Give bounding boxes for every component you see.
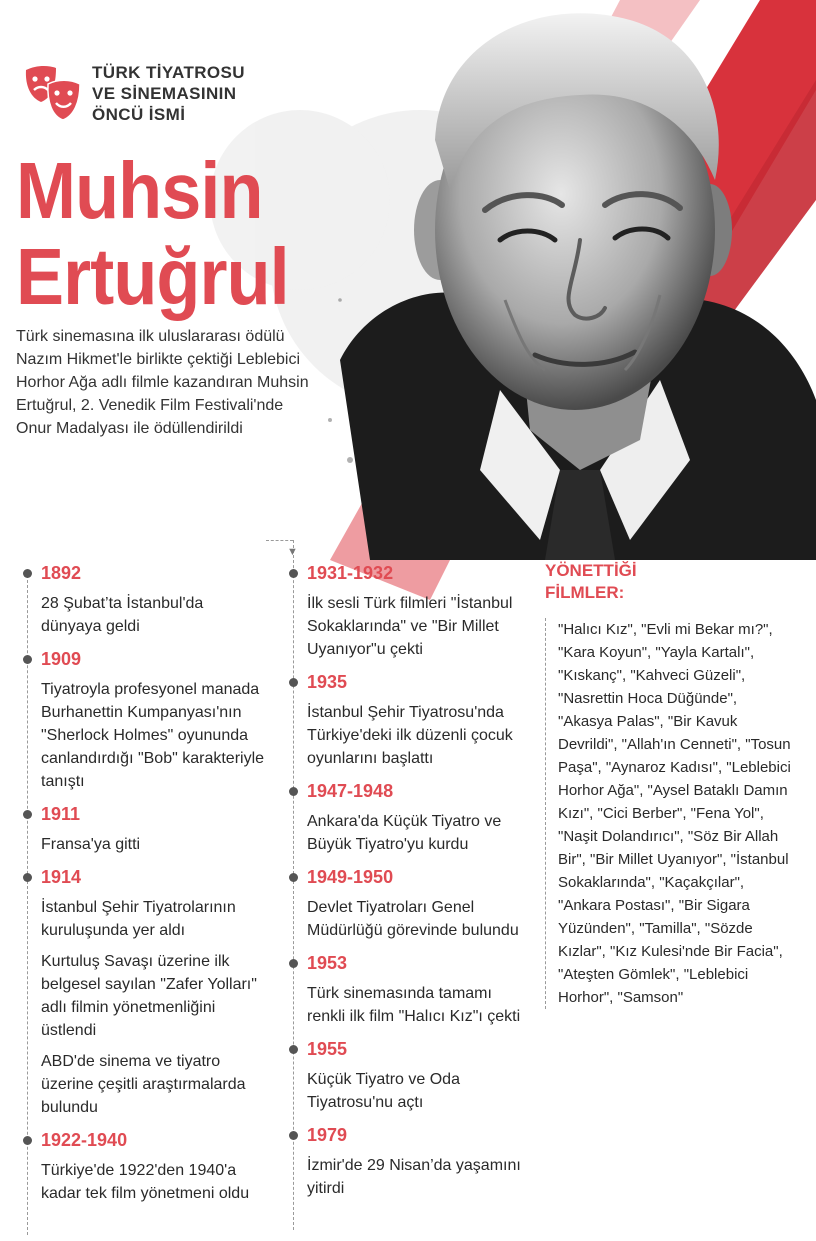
portrait-photo <box>330 0 816 560</box>
timeline-year: 1931-1932 <box>307 563 394 583</box>
theatre-masks-icon <box>22 62 84 126</box>
timeline-dot <box>289 873 298 882</box>
timeline-entry <box>282 778 527 856</box>
timeline-entry <box>16 560 266 638</box>
timeline-year: 1892 <box>41 563 82 583</box>
title-last-name: Ertuğrul <box>16 232 289 321</box>
title-first-name: Muhsin <box>16 146 263 235</box>
timeline-year: 1947-1948 <box>307 781 394 801</box>
timeline-dot <box>23 1136 32 1145</box>
timeline-left <box>16 560 266 1213</box>
timeline-description: İstanbul Şehir Tiyatrolarının kuruluşunda yer aldı <box>41 899 236 939</box>
eyebrow-line-1: TÜRK TİYATROSU <box>92 63 245 82</box>
timeline-description: Devlet Tiyatroları Genel Müdürlüğü görevinde bulundu <box>307 899 519 939</box>
timeline-description: ABD'de sinema ve tiyatro üzerine çeşitli araştırmalarda bulundu <box>41 1053 246 1116</box>
timeline-entry <box>282 1122 527 1200</box>
page-title <box>16 148 289 320</box>
arrow-down-icon: ▼ <box>287 546 298 558</box>
films-heading-line-2: FİLMLER: <box>545 583 625 602</box>
timeline-dot <box>23 810 32 819</box>
timeline-description: Türkiye'de 1922'den 1940'a kadar tek film yönetmeni oldu <box>41 1162 250 1202</box>
timeline-year: 1909 <box>41 649 82 669</box>
timeline-year: 1949-1950 <box>307 867 394 887</box>
timeline-description: İzmir'de 29 Nisan’da yaşamını yitirdi <box>307 1157 521 1197</box>
timeline-connector <box>266 540 293 541</box>
timeline-dot <box>23 569 32 578</box>
timeline-description: İlk sesli Türk filmleri "İstanbul Sokaklarında" ve "Bir Millet Uyanıyor"u çekti <box>307 595 513 658</box>
timeline-entry <box>282 864 527 942</box>
eyebrow-line-3: ÖNCÜ İSMİ <box>92 105 186 124</box>
timeline-entry <box>282 950 527 1028</box>
timeline-dot <box>289 1131 298 1140</box>
timeline-year: 1922-1940 <box>41 1130 128 1150</box>
timeline-entry <box>282 1036 527 1114</box>
timeline-description: 28 Şubat’ta İstanbul'da dünyaya geldi <box>41 595 204 635</box>
films-heading-line-1: YÖNETTİĞİ <box>545 561 637 580</box>
timeline-description: Kurtuluş Savaşı üzerine ilk belgesel sayılan "Zafer Yolları" adlı filmin yönetmenliğini üstlendi <box>41 953 257 1039</box>
timeline-description: Tiyatroyla profesyonel manada Burhanettin Kumpanyası'nın "Sherlock Holmes" oyununda canlandırdığı "Bob" karakteriyle tanıştı <box>41 681 265 790</box>
timeline-dot <box>289 569 298 578</box>
timeline-year: 1914 <box>41 867 82 887</box>
timeline-dot <box>289 1045 298 1054</box>
eyebrow-line-2: VE SİNEMASININ <box>92 84 237 103</box>
timeline-year: 1911 <box>41 804 81 824</box>
timeline-entry <box>282 669 527 770</box>
films-heading <box>545 560 637 604</box>
timeline-right <box>282 560 527 1208</box>
timeline-dot <box>23 873 32 882</box>
timeline-dot <box>289 959 298 968</box>
timeline-description: Ankara'da Küçük Tiyatro ve Büyük Tiyatro'yu kurdu <box>307 813 502 853</box>
timeline-entry <box>16 864 266 1119</box>
timeline-description: Fransa'ya gitti <box>41 836 141 853</box>
timeline-year: 1935 <box>307 672 348 692</box>
timeline-dot <box>289 787 298 796</box>
films-list: "Halıcı Kız", "Evli mi Bekar mı?", "Kara Koyun", "Yayla Kartalı", "Kıskanç", "Kahveci Güzeli", "Nasrettin Hoca Düğünde", "Akasya Palas", "Bir Kavuk Devrildi", "Allah'ın Cenneti", "Tosun Paşa", "Aynaroz Kadısı", "Leblebici Horhor Ağa", "Aysel Bataklı Damın Kızı", "Cici Berber", "Fena Yol", "Naşit Dolandırıcı", "Söz Bir Allah Bir", "Bir Millet Uyanıyor", "İstanbul Sokaklarında", "Kaçakçılar", "Ankara Postası", "Bir Sigara Yüzünden", "Tamilla", "Sözde Kızlar", "Kız Kulesi'nde Bir Facia", "Ateşten Gömlek", "Leblebici Horhor", "Samson" <box>545 618 793 1009</box>
timeline-description: Türk sinemasında tamamı renkli ilk film "Halıcı Kız"ı çekti <box>307 985 521 1025</box>
eyebrow <box>22 62 245 126</box>
timeline-year: 1979 <box>307 1125 348 1145</box>
timeline-description: Küçük Tiyatro ve Oda Tiyatrosu'nu açtı <box>307 1071 460 1111</box>
timeline-entry <box>16 801 266 856</box>
intro-paragraph: Türk sinemasına ilk uluslararası ödülü Nazım Hikmet'le birlikte çektiği Leblebici Horhor Ağa adlı filmle kazandıran Muhsin Ertuğrul, 2. Venedik Film Festivali'nde Onur Madalyası ile ödüllendirildi <box>16 328 309 437</box>
timeline-dot <box>23 655 32 664</box>
timeline-entry <box>282 560 527 661</box>
timeline-dot <box>289 678 298 687</box>
timeline-description: İstanbul Şehir Tiyatrosu'nda Türkiye'deki ilk düzenli çocuk oyunlarını başlattı <box>307 704 513 767</box>
timeline-year: 1953 <box>307 953 348 973</box>
timeline-entry <box>16 646 266 793</box>
timeline-year: 1955 <box>307 1039 348 1059</box>
timeline-entry <box>16 1127 266 1205</box>
